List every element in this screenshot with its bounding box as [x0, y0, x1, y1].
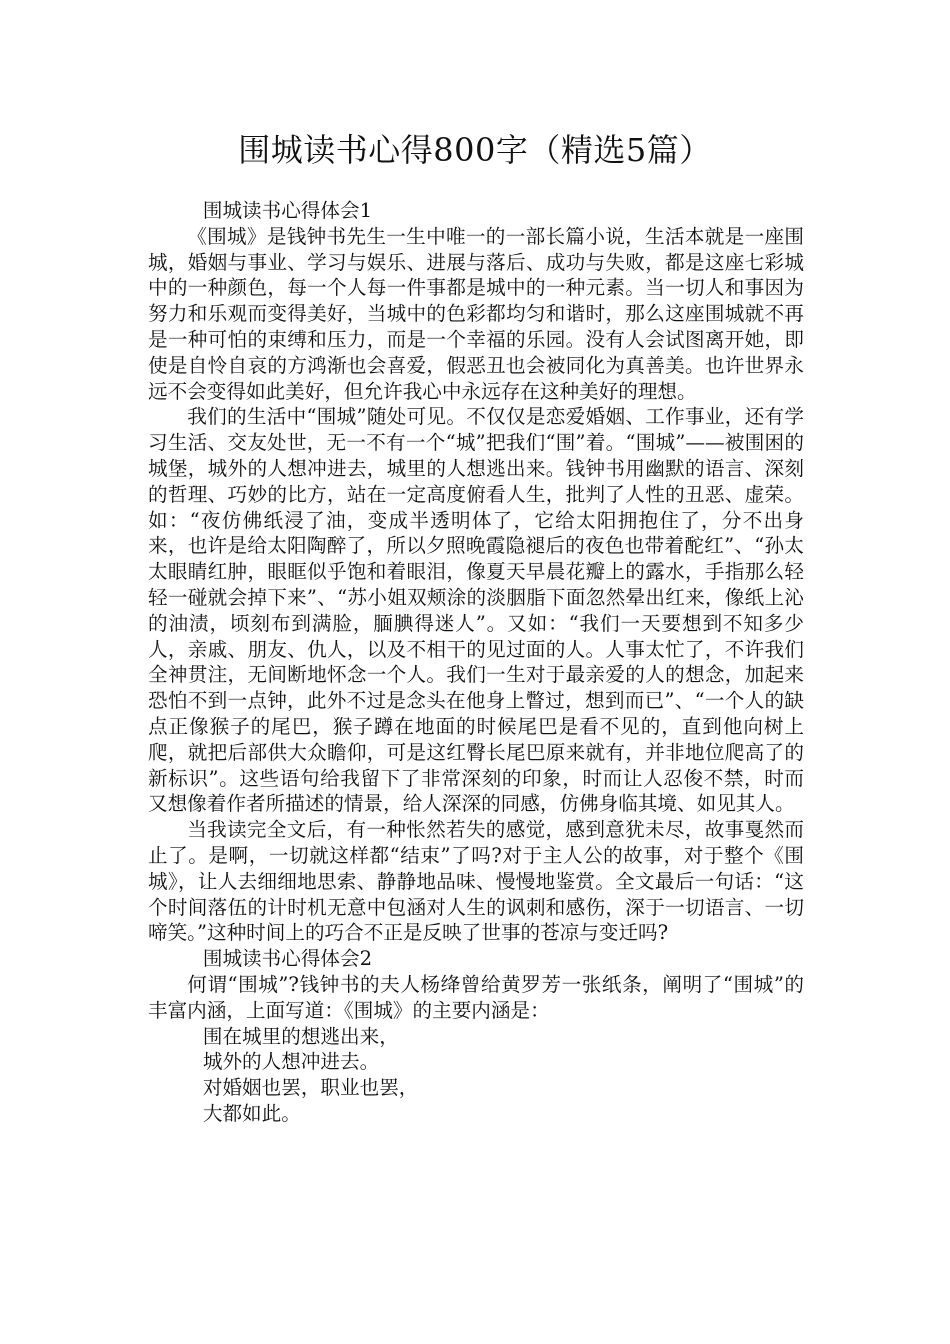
verse-line: 城外的人想冲进去。 — [202, 1050, 380, 1074]
verse-line: 围在城里的想逃出来， — [202, 1024, 399, 1048]
document-title: 围城读书心得800字（精选5篇） — [238, 131, 712, 169]
section-heading-2: 围城读书心得体会2 — [202, 947, 373, 971]
paragraph: 《围城》是钱钟书先生一生中唯一的一部长篇小说，生活本就是一座围城，婚姻与事业、学习与娱乐、进展与落后、成功与失败，都是这座七彩城中的一种颜色，每一个人每一件事都是城中的一种元素。当一切人和事因为努力和乐观而变得美好，当城中的色彩都均匀和谐时，那么这座围城就不再是一种可怕的束缚和压力，而是一个幸福的乐园。没有人会试图离开她，即使是自怜自哀的方鸿渐也会喜爱，假恶丑也会被同化为真善美。也许世界永远不会变得如此美好，但允许我心中永远存在这种美好的理想。 — [148, 224, 804, 403]
paragraph: 我们的生活中“围城”随处可见。不仅仅是恋爱婚姻、工作事业，还有学习生活、交友处世，无一不有一个“城”把我们“围”着。“围城”——被围困的城堡，城外的人想冲进去，城里的人想逃出来。钱钟书用幽默的语言、深刻的哲理、巧妙的比方，站在一定高度俯看人生，批判了人性的丑恶、虚荣。如：“夜仿佛纸浸了油，变成半透明体了，它给太阳拥抱住了，分不出身来，也许是给太阳陶醉了，所以夕照晚霞隐褪后的夜色也带着酡红”、“孙太太眼睛红肿，眼眶似乎饱和着眼泪，像夏天早晨花瓣上的露水，手指那么轻轻一碰就会掉下来”、“苏小姐双颊涂的淡胭脂下面忽然晕出红来，像纸上沁的油渍，顷刻布到满脸，腼腆得迷人”。又如：“我们一天要想到不知多少人，亲戚、朋友、仇人，以及不相干的见过面的人。人事太忙了，不许我们全神贯注，无间断地怀念一个人。我们一生对于最亲爱的人的想念，加起来恐怕不到一点钟，此外不过是念头在他身上瞥过，想到而已”、“一个人的缺点正像猴子的尾巴，猴子蹲在地面的时候尾巴是看不见的，直到他向树上爬，就把后部供大众瞻仰，可是这红臀长尾巴原来就有，并非地位爬高了的新标识”。这些语句给我留下了非常深刻的印象，时而让人忍俊不禁，时而又想像着作者所描述的情景，给人深深的同感，仿佛身临其境、如见其人。 — [148, 405, 804, 816]
section-heading-1: 围城读书心得体会1 — [202, 199, 373, 222]
document-body — [148, 198, 804, 1127]
verse-line: 对婚姻也罢，职业也罢， — [202, 1076, 419, 1100]
paragraph: 当我读完全文后，有一种怅然若失的感觉，感到意犹未尽，故事戛然而止了。是啊，一切就这样都“结束”了吗?对于主人公的故事，对于整个《围城》，让人去细细地思索、静静地品味、慢慢地鉴赏。全文最后一句话：“这个时间落伍的计时机无意中包涵对人生的讽刺和感伤，深于一切语言、一切啼笑。”这种时间上的巧合不正是反映了世事的苍凉与变迁吗? — [148, 818, 804, 945]
verse-line: 大都如此。 — [202, 1101, 301, 1125]
paragraph: 何谓“围城”?钱钟书的夫人杨绛曾给黄罗芳一张纸条，阐明了“围城”的丰富内涵，上面写道：《围城》的主要内涵是： — [148, 972, 804, 1022]
